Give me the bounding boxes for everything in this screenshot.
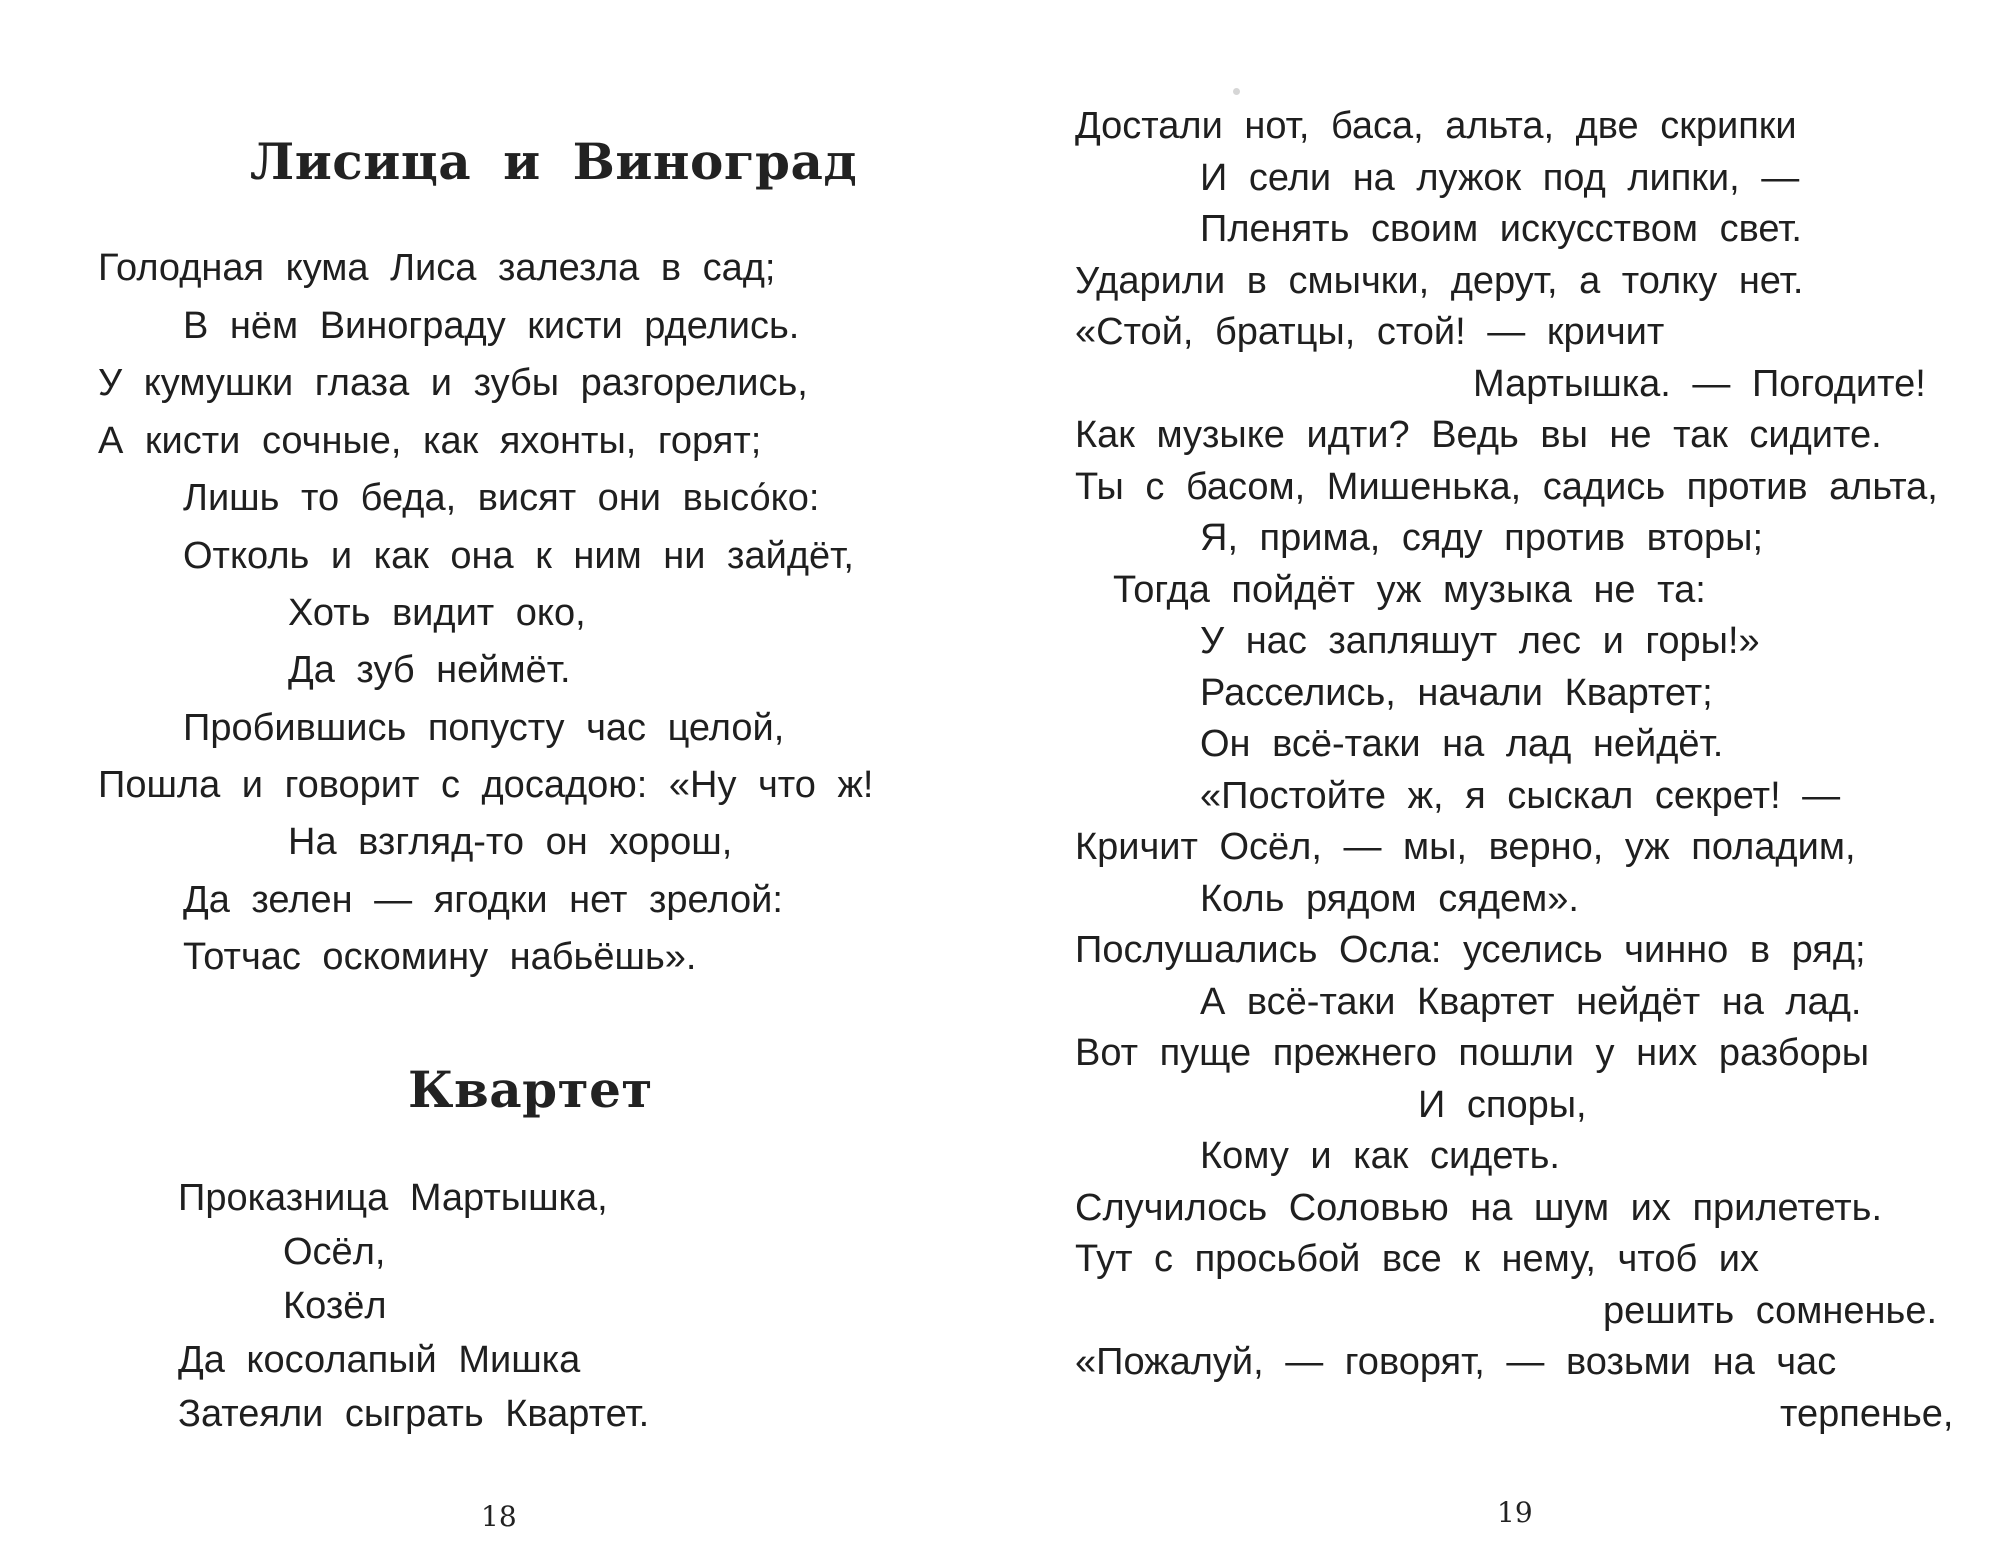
poem-line: Да зелен — ягодки нет зрелой: (183, 879, 783, 921)
poem-line: Отколь и как она к ним ни зайдёт, (183, 535, 854, 577)
poem-line: Как музыке идти? Ведь вы не так сидите. (1075, 414, 1882, 456)
poem-line: Ударили в смычки, дерут, а толку нет. (1075, 260, 1804, 302)
poem-line: решить сомненье. (1603, 1290, 1938, 1332)
poem-line: Достали нот, баса, альта, две скрипки (1075, 105, 1797, 147)
poem-line: «Постойте ж, я сыскал секрет! — (1200, 775, 1841, 817)
poem-line: Пошла и говорит с досадою: «Ну что ж! (98, 764, 874, 806)
fable-title-fox-and-grapes: Лисица и Виноград (250, 132, 858, 191)
poem-line: Пленять своим искусством свет. (1200, 208, 1802, 250)
poem-line: У кумушки глаза и зубы разгорелись, (98, 362, 808, 404)
poem-line: И споры, (1418, 1084, 1587, 1126)
poem-line: Козёл (283, 1285, 387, 1327)
poem-line: И сели на лужок под липки, — (1200, 157, 1800, 199)
poem-line: Кричит Осёл, — мы, верно, уж поладим, (1075, 826, 1856, 868)
poem-line: У нас запляшут лес и горы!» (1200, 620, 1760, 662)
poem-line: Тогда пойдёт уж музыка не та: (1113, 569, 1706, 611)
poem-line: Тотчас оскомину набьёшь». (183, 936, 697, 978)
poem-line: А всё-таки Квартет нейдёт на лад. (1200, 981, 1862, 1023)
poem-line: Пробившись попусту час целой, (183, 707, 785, 749)
poem-line: Послушались Осла: уселись чинно в ряд; (1075, 929, 1866, 971)
poem-line: Кому и как сидеть. (1200, 1135, 1560, 1177)
poem-line: В нём Винограду кисти рделись. (183, 305, 800, 347)
poem-line: А кисти сочные, как яхонты, горят; (98, 420, 762, 462)
poem-line: Расселись, начали Квартет; (1200, 672, 1713, 714)
fable-title-quartet: Квартет (408, 1060, 653, 1119)
poem-line: Коль рядом сядем». (1200, 878, 1579, 920)
print-speck (1233, 88, 1240, 95)
poem-line: Затеяли сыграть Квартет. (178, 1393, 650, 1435)
poem-line: Осёл, (283, 1231, 386, 1273)
poem-line: Мартышка. — Погодите! (1473, 363, 1926, 405)
poem-line: На взгляд-то он хорош, (288, 821, 733, 863)
poem-line: Проказница Мартышка, (178, 1177, 608, 1219)
poem-line: Да косолапый Мишка (178, 1339, 581, 1381)
poem-line: Случилось Соловью на шум их прилететь. (1075, 1187, 1883, 1229)
poem-line: терпенье, (1780, 1393, 1954, 1435)
poem-line: «Стой, братцы, стой! — кричит (1075, 311, 1665, 353)
page-number-right: 19 (1497, 1496, 1533, 1529)
poem-line: Да зуб неймёт. (288, 649, 571, 691)
poem-line: Хоть видит око, (288, 592, 586, 634)
poem-line: Он всё-таки на лад нейдёт. (1200, 723, 1724, 765)
poem-line: Я, прима, сяду против вторы; (1200, 517, 1764, 559)
poem-line: «Пожалуй, — говорят, — возьми на час (1075, 1341, 1837, 1383)
poem-line: Голодная кума Лиса залезла в сад; (98, 247, 776, 289)
right-page (1000, 0, 2000, 1559)
poem-line: Тут с просьбой все к нему, чтоб их (1075, 1238, 1759, 1280)
page-number-left: 18 (481, 1500, 517, 1533)
poem-line: Вот пуще прежнего пошли у них разборы (1075, 1032, 1870, 1074)
poem-line: Лишь то беда, висят они высо́ко: (183, 477, 820, 519)
poem-line: Ты с басом, Мишенька, садись против альта, (1075, 466, 1938, 508)
